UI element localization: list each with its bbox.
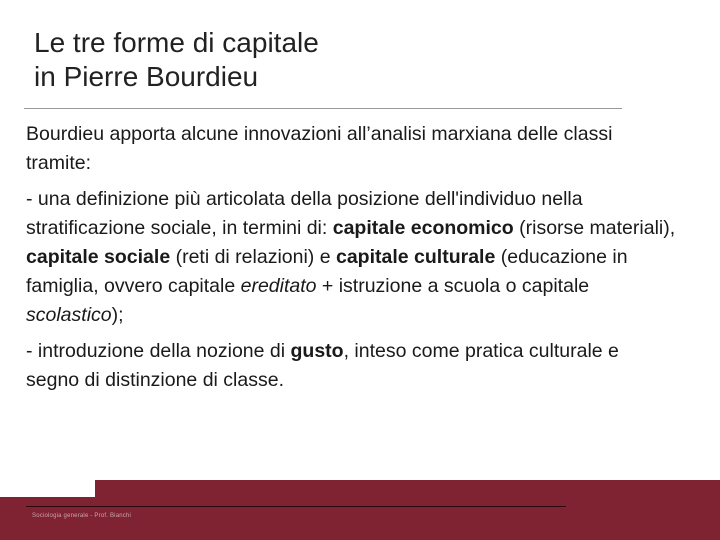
intro-paragraph: Bourdieu apporta alcune innovazioni all’analisi marxiana delle classi tramite: (26, 123, 613, 174)
term-scholastic: scolastico (26, 304, 112, 326)
text-run: ); (111, 304, 124, 326)
text-run: (reti di relazioni) e (170, 246, 336, 268)
slide-title-line-1: Le tre forme di capitale (34, 27, 319, 58)
text-run: , inteso come pratica culturale e segno di distinzione di classe. (26, 340, 619, 391)
text-run: (risorse materiali), (513, 217, 676, 239)
term-taste: gusto (290, 340, 344, 362)
text-run: + istruzione a scuola o capitale (316, 275, 590, 297)
title-divider (24, 108, 622, 109)
footer-notch (0, 480, 95, 497)
term-social-capital: capitale sociale (26, 246, 171, 268)
slide-title (34, 26, 634, 94)
term-inherited: ereditato (240, 275, 317, 297)
text-run: - una definizione più articolata della posizione dell'individuo nella stratificazione sociale, in termini di: (26, 188, 583, 239)
bullet-capital-forms (26, 185, 676, 330)
text-run: - introduzione della nozione di (26, 340, 291, 362)
footer-divider (26, 506, 566, 507)
text-run: (educazione in famiglia, ovvero capitale (26, 246, 628, 297)
slide-body (26, 120, 676, 395)
term-cultural-capital: capitale culturale (335, 246, 496, 268)
footer-band (0, 480, 720, 540)
slide-title-line-2: in Pierre Bourdieu (34, 61, 259, 92)
term-economic-capital: capitale economico (332, 217, 514, 239)
bullet-taste (26, 337, 676, 395)
footer-text: Sociologia generale - Prof. Bianchi (32, 513, 132, 519)
